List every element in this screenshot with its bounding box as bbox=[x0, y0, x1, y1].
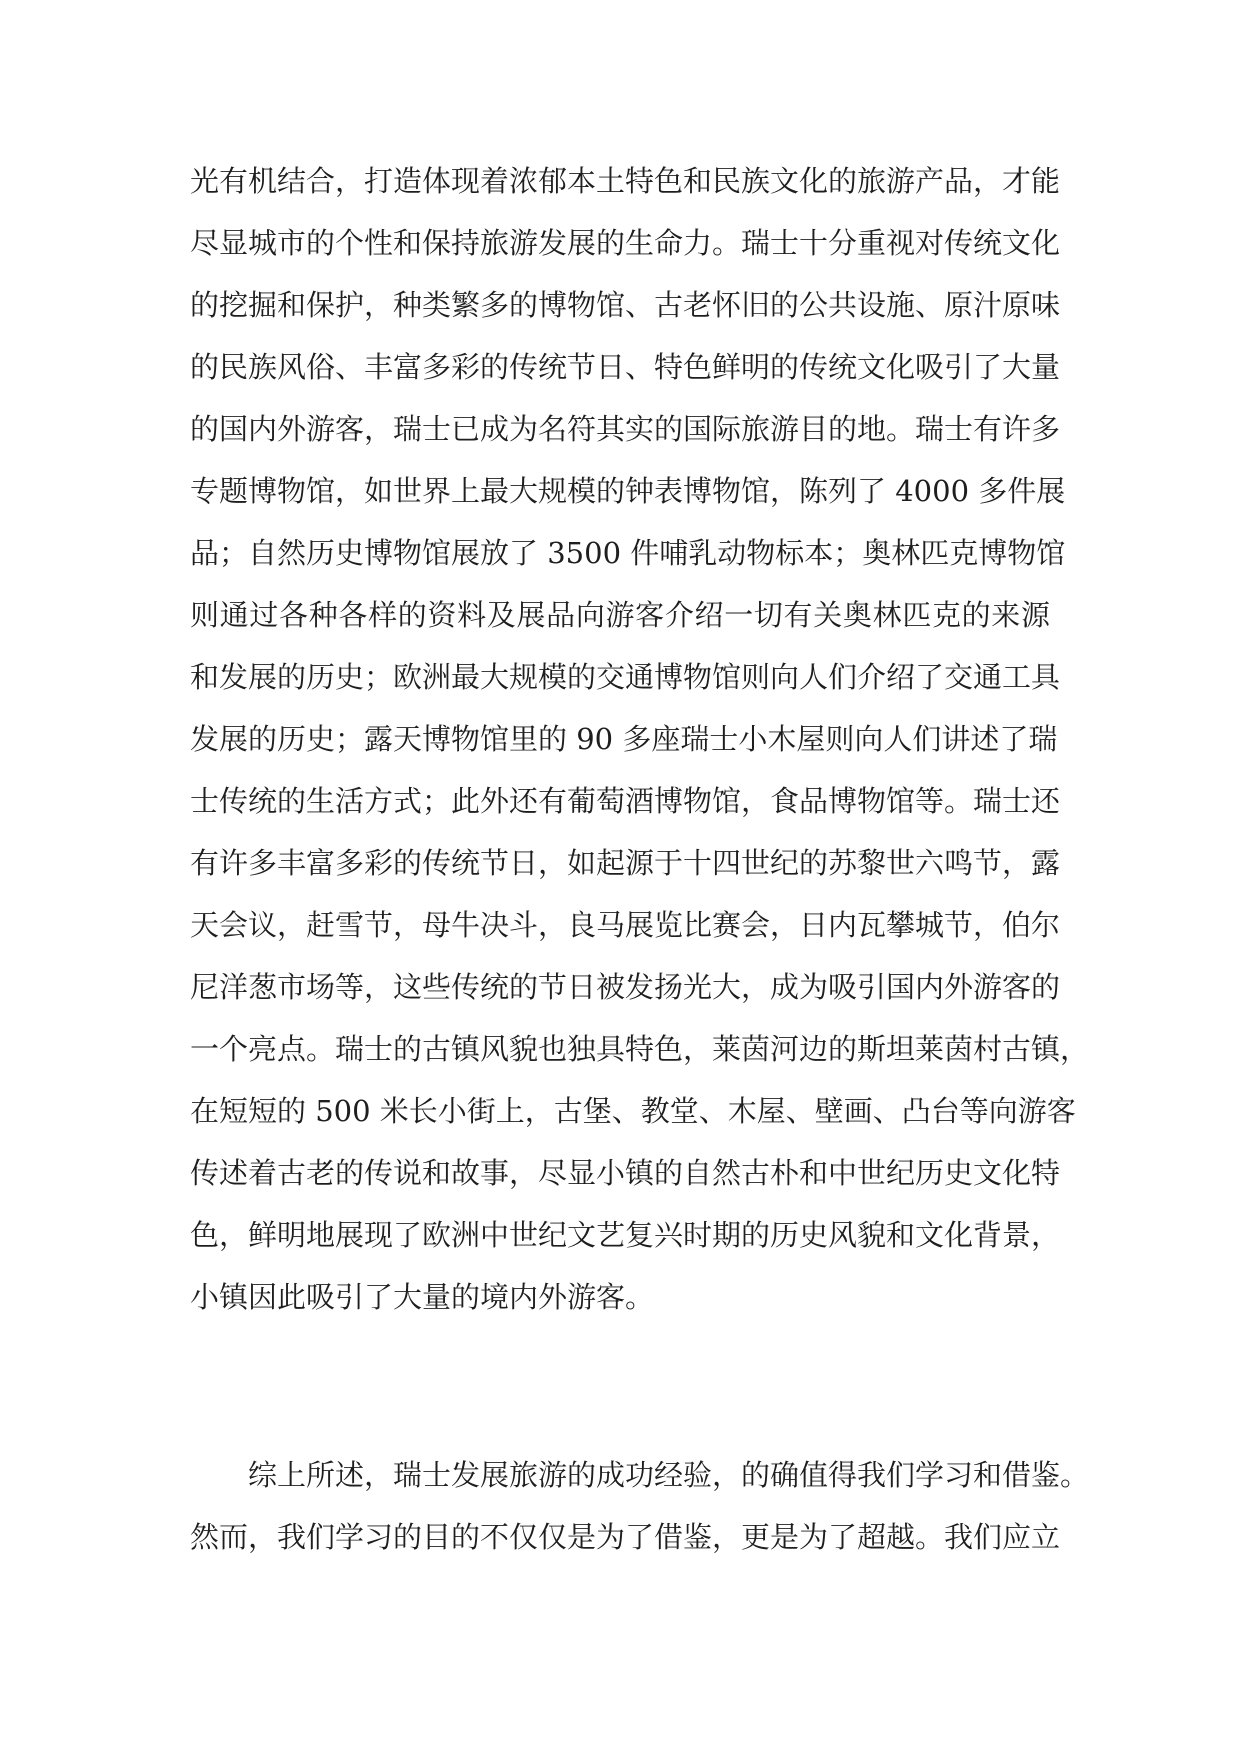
text-line: 的国内外游客，瑞士已成为名符其实的国际旅游目的地。瑞士有许多 bbox=[190, 412, 1061, 446]
text-line: 一个亮点。瑞士的古镇风貌也独具特色，莱茵河边的斯坦莱茵村古镇， bbox=[190, 1032, 1090, 1066]
text-line: 综上所述，瑞士发展旅游的成功经验，的确值得我们学习和借鉴。 bbox=[248, 1458, 1090, 1492]
text-line: 尽显城市的个性和保持旅游发展的生命力。瑞士十分重视对传统文化 bbox=[190, 226, 1061, 260]
text-line: 在短短的 500 米长小街上，古堡、教堂、木屋、壁画、凸台等向游客 bbox=[190, 1094, 1076, 1128]
text-line: 尼洋葱市场等，这些传统的节日被发扬光大，成为吸引国内外游客的 bbox=[190, 970, 1061, 1004]
text-line: 发展的历史；露天博物馆里的 90 多座瑞士小木屋则向人们讲述了瑞 bbox=[190, 722, 1058, 756]
text-line: 专题博物馆，如世界上最大规模的钟表博物馆，陈列了 4000 多件展 bbox=[190, 474, 1066, 508]
text-line: 传述着古老的传说和故事，尽显小镇的自然古朴和中世纪历史文化特 bbox=[190, 1156, 1061, 1190]
text-line: 的挖掘和保护，种类繁多的博物馆、古老怀旧的公共设施、原汁原味 bbox=[190, 288, 1061, 322]
text-line: 天会议，赶雪节，母牛决斗，良马展览比赛会，日内瓦攀城节，伯尔 bbox=[190, 908, 1061, 942]
text-line: 则通过各种各样的资料及展品向游客介绍一切有关奥林匹克的来源 bbox=[190, 598, 1050, 632]
text-line: 品；自然历史博物馆展放了 3500 件哺乳动物标本；奥林匹克博物馆 bbox=[190, 536, 1066, 570]
text-line: 和发展的历史；欧洲最大规模的交通博物馆则向人们介绍了交通工具 bbox=[190, 660, 1061, 694]
text-line: 小镇因此吸引了大量的境内外游客。 bbox=[190, 1280, 655, 1314]
text-line: 色，鲜明地展现了欧洲中世纪文艺复兴时期的历史风貌和文化背景， bbox=[190, 1218, 1061, 1252]
text-line: 然而，我们学习的目的不仅仅是为了借鉴，更是为了超越。我们应立 bbox=[190, 1520, 1061, 1554]
text-line: 的民族风俗、丰富多彩的传统节日、特色鲜明的传统文化吸引了大量 bbox=[190, 350, 1061, 384]
text-line: 有许多丰富多彩的传统节日，如起源于十四世纪的苏黎世六鸣节，露 bbox=[190, 846, 1061, 880]
text-line: 光有机结合，打造体现着浓郁本土特色和民族文化的旅游产品，才能 bbox=[190, 164, 1061, 198]
text-line: 士传统的生活方式；此外还有葡萄酒博物馆，食品博物馆等。瑞士还 bbox=[190, 784, 1061, 818]
